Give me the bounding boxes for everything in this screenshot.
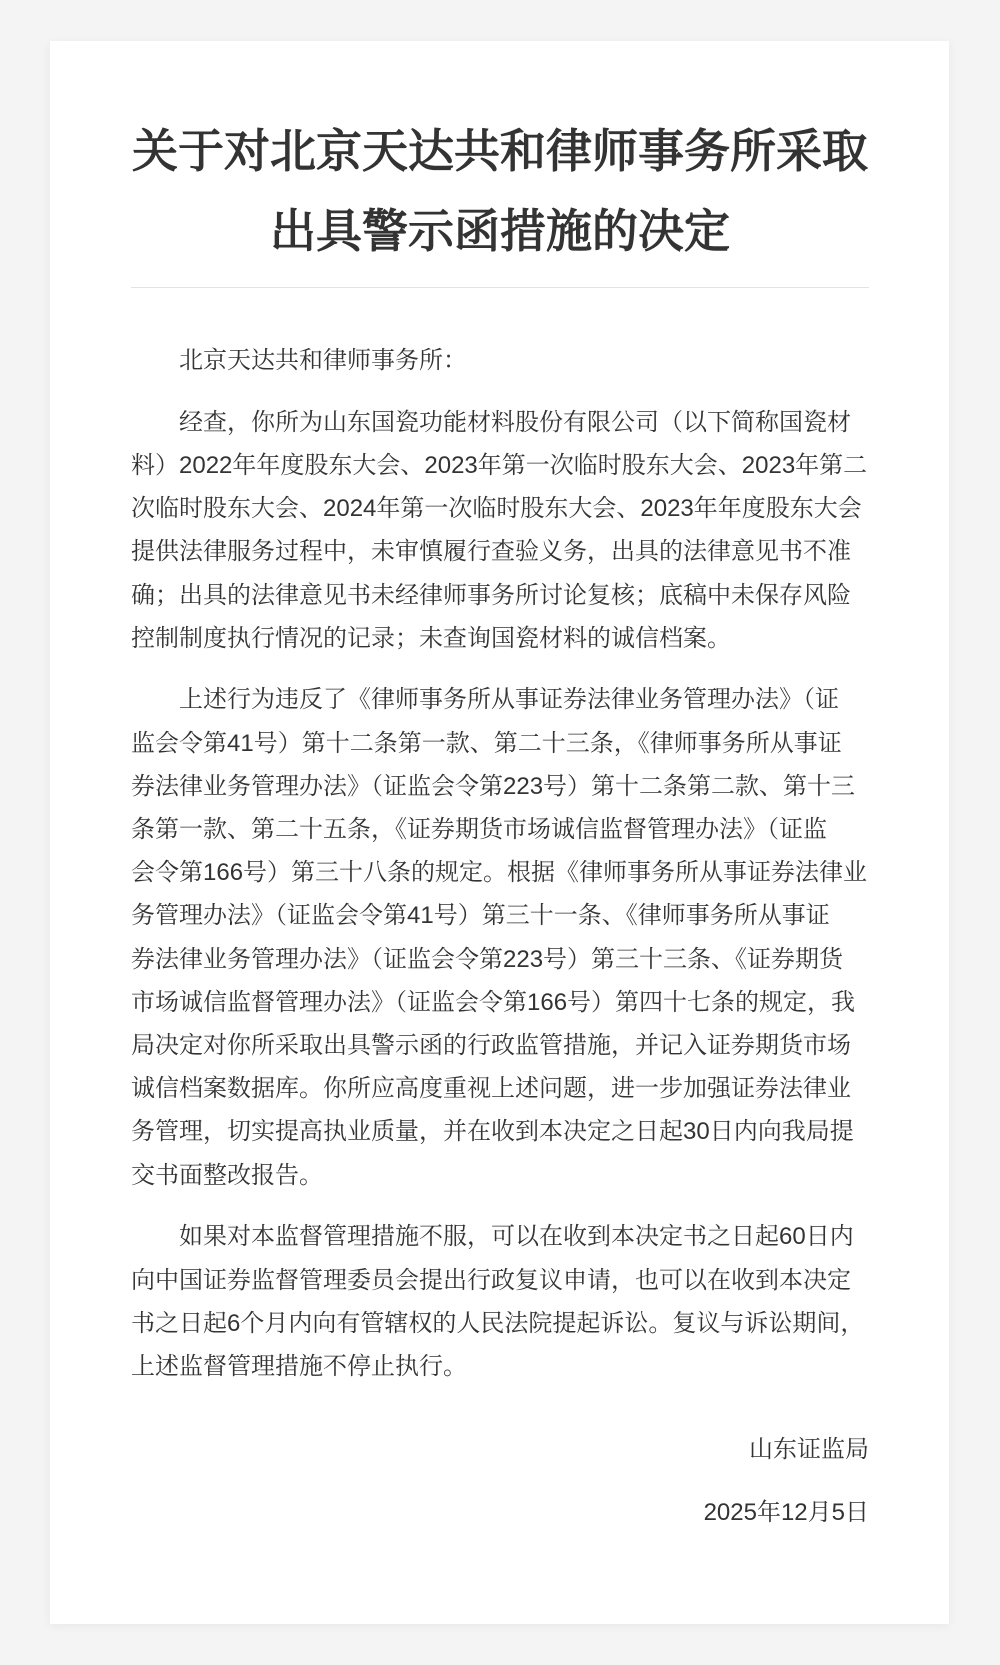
paragraph-line: 局决定对你所采取出具警示函的行政监管措施，并记入证券期货市场 [131, 1032, 851, 1060]
document-title-line-1: 关于对北京天达共和律师事务所采取 [132, 125, 868, 177]
paragraph-line: 券法律业务管理办法》（证监会令第223号）第三十三条、《证券期货 [131, 945, 844, 973]
document-title-line-2: 出具警示函措施的决定 [270, 205, 730, 257]
signature-issuer: 山东证监局 [749, 1436, 869, 1464]
paragraph-line: 提供法律服务过程中，未审慎履行查验义务，出具的法律意见书不准 [131, 538, 851, 566]
paragraph-line: 监会令第41号）第十二条第一款、第二十三条，《律师事务所从事证 [131, 729, 842, 757]
paragraph-line: 次临时股东大会、2024年第一次临时股东大会、2023年年度股东大会 [131, 495, 862, 523]
paragraph-line: 料）2022年年度股东大会、2023年第一次临时股东大会、2023年第二 [131, 451, 868, 479]
document-body [131, 339, 869, 1535]
paragraph-line: 诚信档案数据库。你所应高度重视上述问题，进一步加强证券法律业 [131, 1075, 851, 1103]
document-card [50, 41, 949, 1624]
paragraph-line: 确；出具的法律意见书未经律师事务所讨论复核；底稿中未保存风险 [131, 581, 851, 609]
paragraph-appeal-rights [131, 1215, 869, 1388]
paragraph-line: 上述监督管理措施不停止执行。 [131, 1352, 467, 1380]
paragraph-line: 条第一款、第二十五条，《证券期货市场诚信监督管理办法》（证监 [131, 816, 827, 844]
paragraph-line: 市场诚信监督管理办法》（证监会令第166号）第四十七条的规定，我 [131, 988, 856, 1016]
paragraph-line: 交书面整改报告。 [131, 1161, 323, 1189]
salutation-text: 北京天达共和律师事务所： [179, 347, 467, 374]
paragraph-line: 务管理，切实提高执业质量，并在收到本决定之日起30日内向我局提 [131, 1118, 854, 1146]
paragraph-line: 向中国证券监督管理委员会提出行政复议申请，也可以在收到本决定 [131, 1266, 851, 1294]
paragraph-line: 经查，你所为山东国瓷功能材料股份有限公司（以下简称国瓷材 [179, 408, 851, 436]
document-header [131, 111, 869, 288]
signature-date: 2025年12月5日 [703, 1499, 869, 1527]
paragraph-line: 会令第166号）第三十八条的规定。根据《律师事务所从事证券法律业 [131, 859, 868, 887]
paragraph-findings [131, 401, 869, 660]
paragraph-line: 务管理办法》（证监会令第41号）第三十一条、《律师事务所从事证 [131, 902, 830, 930]
salutation [131, 339, 869, 382]
paragraph-line: 书之日起6个月内向有管辖权的人民法院提起诉讼。复议与诉讼期间， [131, 1309, 865, 1337]
paragraph-line: 控制制度执行情况的记录；未查询国瓷材料的诚信档案。 [131, 624, 731, 652]
paragraph-line: 如果对本监督管理措施不服，可以在收到本决定书之日起60日内 [179, 1223, 854, 1251]
paragraph-line: 上述行为违反了《律师事务所从事证券法律业务管理办法》（证 [179, 686, 839, 714]
paragraph-decision [131, 678, 869, 1196]
paragraph-line: 券法律业务管理办法》（证监会令第223号）第十二条第二款、第十三 [131, 772, 856, 800]
